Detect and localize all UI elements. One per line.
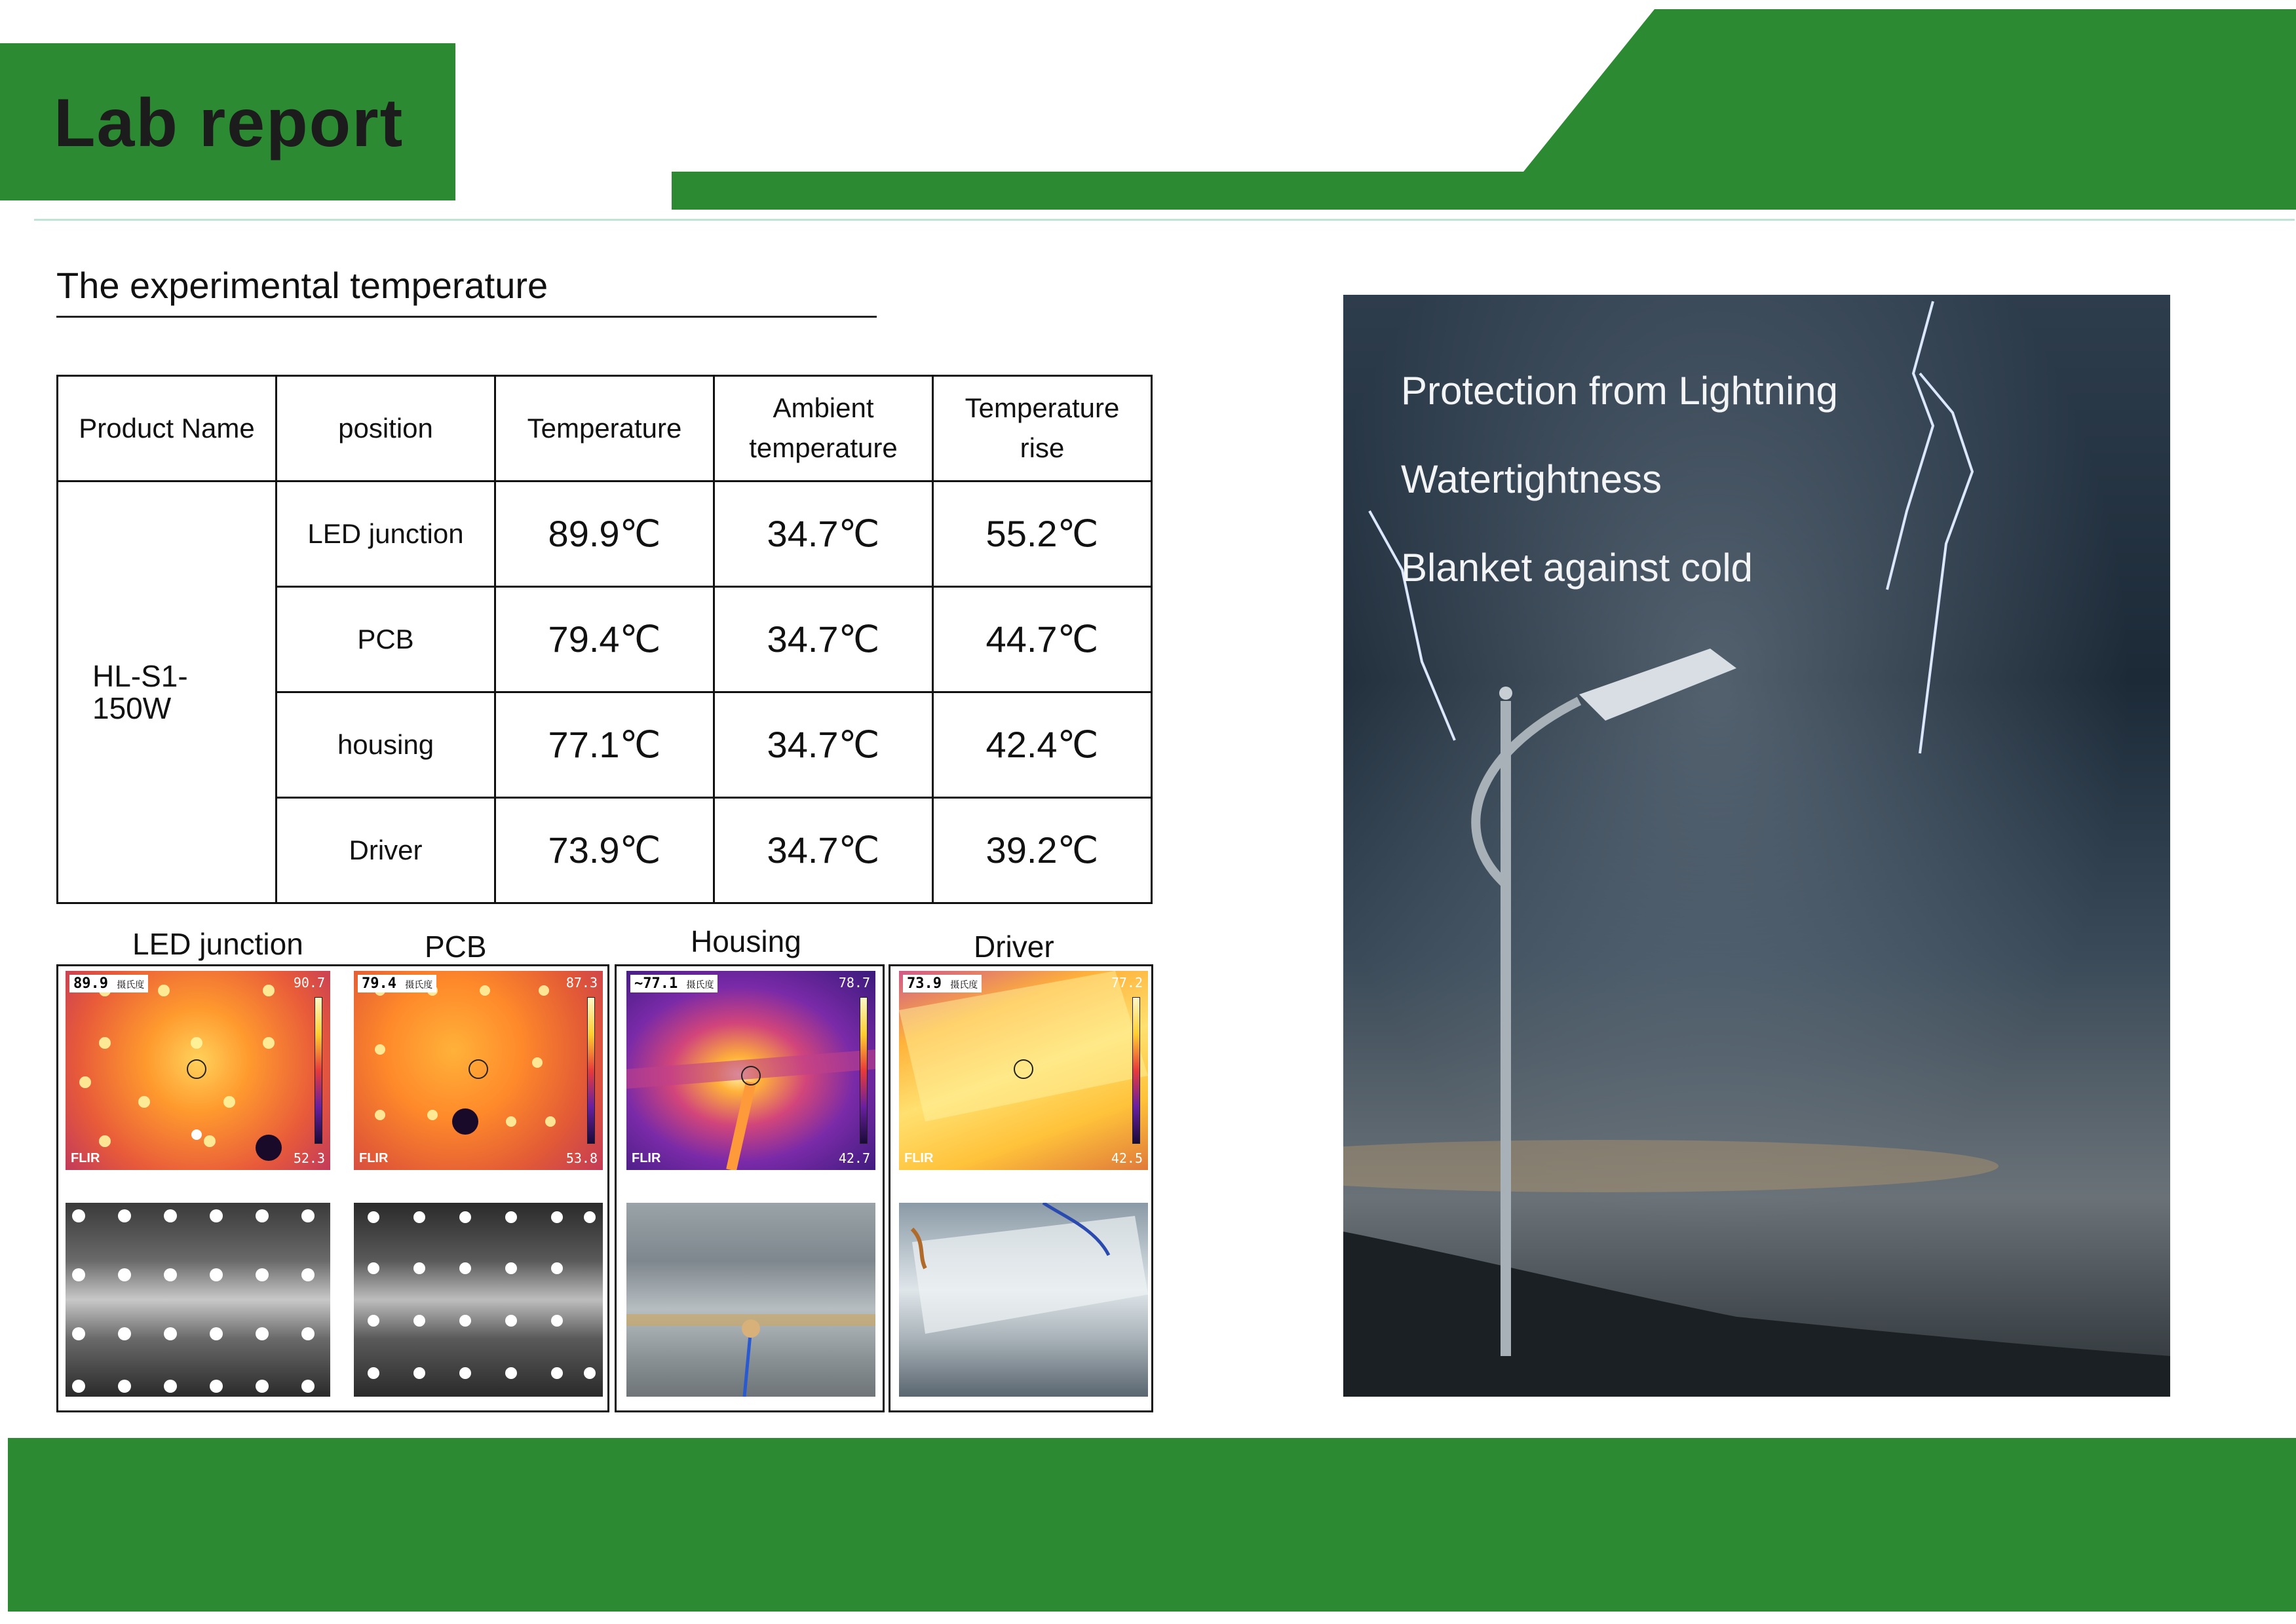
flir-logo: FLIR	[71, 1151, 100, 1165]
page-title: Lab report	[54, 85, 404, 161]
thermal-reading: 73.9 摄氏度	[903, 975, 982, 992]
ambient-cell: 34.7℃	[714, 798, 933, 903]
ambient-cell: 34.7℃	[714, 482, 933, 587]
product-name: HL-S1-150W	[92, 659, 188, 725]
header-position: position	[277, 376, 495, 482]
thermal-min: 53.8	[565, 1150, 598, 1166]
table-row	[58, 482, 1152, 587]
thermal-label-housing: Housing	[691, 924, 801, 958]
temperature-cell: 77.1℃	[495, 692, 714, 798]
position-cell: PCB	[277, 587, 495, 692]
header-decoration	[672, 9, 2296, 210]
thermal-max: 77.2	[1111, 975, 1143, 991]
position-cell: Driver	[277, 798, 495, 903]
table-header-row	[58, 376, 1152, 482]
thermal-reading: 79.4 摄氏度	[358, 975, 436, 992]
thermal-label-driver: Driver	[974, 930, 1054, 964]
thermal-reading: 89.9 摄氏度	[69, 975, 148, 992]
header-divider	[34, 219, 2295, 221]
thermal-label-pcb: PCB	[425, 930, 487, 964]
header-temperature-rise: Temperature rise	[933, 376, 1152, 482]
header-ambient-temperature: Ambient temperature	[714, 376, 933, 482]
temperature-cell: 79.4℃	[495, 587, 714, 692]
rise-cell: 39.2℃	[933, 798, 1152, 903]
thermal-reading: ~77.1 摄氏度	[630, 975, 718, 992]
rise-cell: 44.7℃	[933, 587, 1152, 692]
flir-logo: FLIR	[359, 1151, 389, 1165]
rise-cell: 42.4℃	[933, 692, 1152, 798]
storm-streetlight-image	[1343, 295, 2170, 1397]
photo-housing	[626, 1203, 875, 1397]
section-underline	[56, 316, 877, 318]
photo-led-junction	[66, 1203, 330, 1397]
product-name-cell	[58, 482, 277, 903]
color-scale	[315, 997, 322, 1144]
thermal-image-pcb	[354, 971, 603, 1170]
feature-watertightness: Watertightness	[1401, 457, 1662, 501]
header-product-name: Product Name	[58, 376, 277, 482]
position-cell: housing	[277, 692, 495, 798]
rise-cell: 55.2℃	[933, 482, 1152, 587]
color-scale	[1132, 997, 1140, 1144]
feature-cold: Blanket against cold	[1401, 546, 1753, 590]
ambient-cell: 34.7℃	[714, 692, 933, 798]
thermal-image-driver	[899, 971, 1148, 1170]
thermal-min: 42.5	[1111, 1150, 1143, 1166]
thermal-image-housing	[626, 971, 875, 1170]
section-title: The experimental temperature	[56, 265, 548, 306]
thermal-min: 42.7	[838, 1150, 870, 1166]
color-scale	[587, 997, 595, 1144]
thermal-max: 90.7	[293, 975, 325, 991]
thermal-image-led-junction	[66, 971, 330, 1170]
header-temperature: Temperature	[495, 376, 714, 482]
thermal-label-led-junction: LED junction	[132, 927, 303, 961]
photo-driver	[899, 1203, 1148, 1397]
temperature-cell: 73.9℃	[495, 798, 714, 903]
thermal-max: 78.7	[838, 975, 870, 991]
position-cell: LED junction	[277, 482, 495, 587]
thermal-min: 52.3	[293, 1150, 325, 1166]
footer-bar	[8, 1438, 2296, 1612]
temperature-table	[56, 375, 1153, 904]
thermal-max: 87.3	[565, 975, 598, 991]
ambient-cell: 34.7℃	[714, 587, 933, 692]
color-scale	[860, 997, 868, 1144]
feature-lightning: Protection from Lightning	[1401, 369, 1839, 413]
flir-logo: FLIR	[632, 1151, 661, 1165]
photo-pcb	[354, 1203, 603, 1397]
temperature-cell: 89.9℃	[495, 482, 714, 587]
flir-logo: FLIR	[904, 1151, 934, 1165]
